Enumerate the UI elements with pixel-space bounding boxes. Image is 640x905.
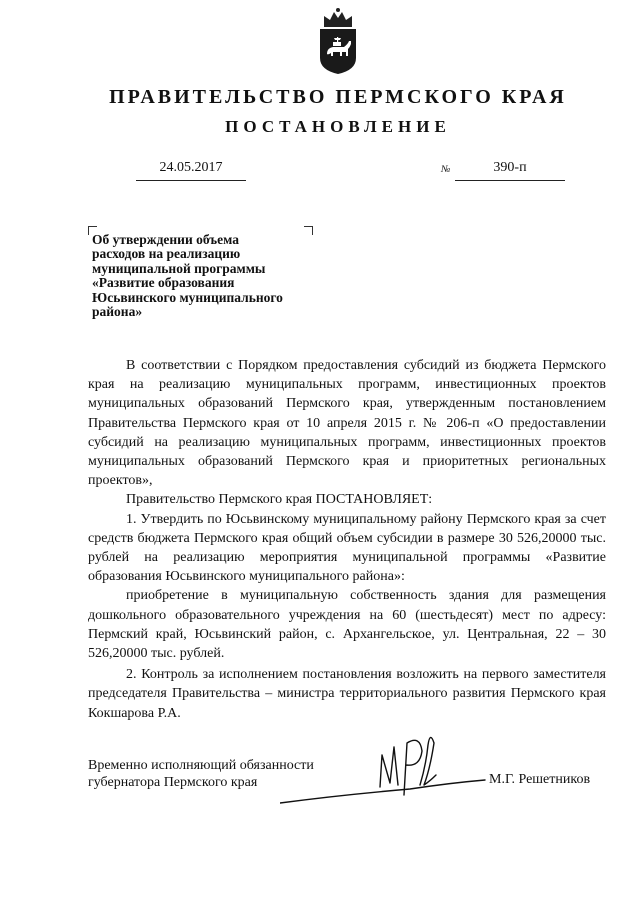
clause-2-paragraph: 2. Контроль за исполнением постановления возложить на первого заместителя председателя Правительства – министра территориального развития Пермского края Кокшарова Р.А. (88, 667, 606, 721)
document-subject (92, 233, 322, 319)
signatory-position-line: губернатора Пермского края (88, 774, 258, 790)
subject-line: Юсьвинского муниципального (92, 289, 283, 305)
document-date: 24.05.2017 (136, 160, 246, 181)
subject-line: расходов на реализацию (92, 246, 241, 262)
resolution-statement: Правительство Пермского края ПОСТАНОВЛЯЕТ: (126, 492, 433, 508)
organization-title: ПРАВИТЕЛЬСТВО ПЕРМСКОГО КРАЯ (109, 86, 567, 108)
signatory-position-line: Временно исполняющий обязанности (88, 758, 314, 773)
clause-1-paragraph: 1. Утвердить по Юсьвинскому муниципальному району Пермского края за счет средств бюджета Пермского края общий объем субсидии в размере 30 526,20000 тыс. рублей на реализацию мероприятия муниципальной программы «Развитие образования Юсьвинского муниципального района»: (88, 511, 606, 585)
document-number: 390-п (455, 160, 565, 181)
subject-line: района» (92, 304, 143, 320)
subject-line: «Развитие образования (92, 275, 235, 291)
clause-1-detail-paragraph: приобретение в муниципальную собственность здания для размещения дошкольного образовательного учреждения на 60 (шестьдесят) мест по адресу: Пермский край, Юсьвинский район, с. Архангельское, ул. Центральная, 22 – 30 526,20000 тыс. рублей. (88, 588, 606, 662)
document-type-heading: ПОСТАНОВЛЕНИЕ (225, 117, 451, 136)
subject-line: Об утверждении объема (92, 232, 239, 247)
preamble-paragraph: В соответствии с Порядком предоставления субсидий из бюджета Пермского края на реализацию муниципальных программ, инвестиционных проектов муниципальных образований Пермского края, утвержденным постановлением Правительства Пермского края от 10 апреля 2015 г. № 206-п «О предоставлении субсидий на реализацию муниципальных программ, инвестиционных проектов муниципальных образований Пермского края и приоритетных региональных проектов», (88, 358, 606, 489)
number-sign: № (441, 164, 451, 175)
signatory-name: М.Г. Решетников (489, 772, 591, 787)
document-body (88, 356, 606, 723)
coat-of-arms-emblem (316, 6, 360, 76)
subject-line: муниципальной программы (92, 260, 266, 276)
handwritten-signature (280, 725, 520, 825)
